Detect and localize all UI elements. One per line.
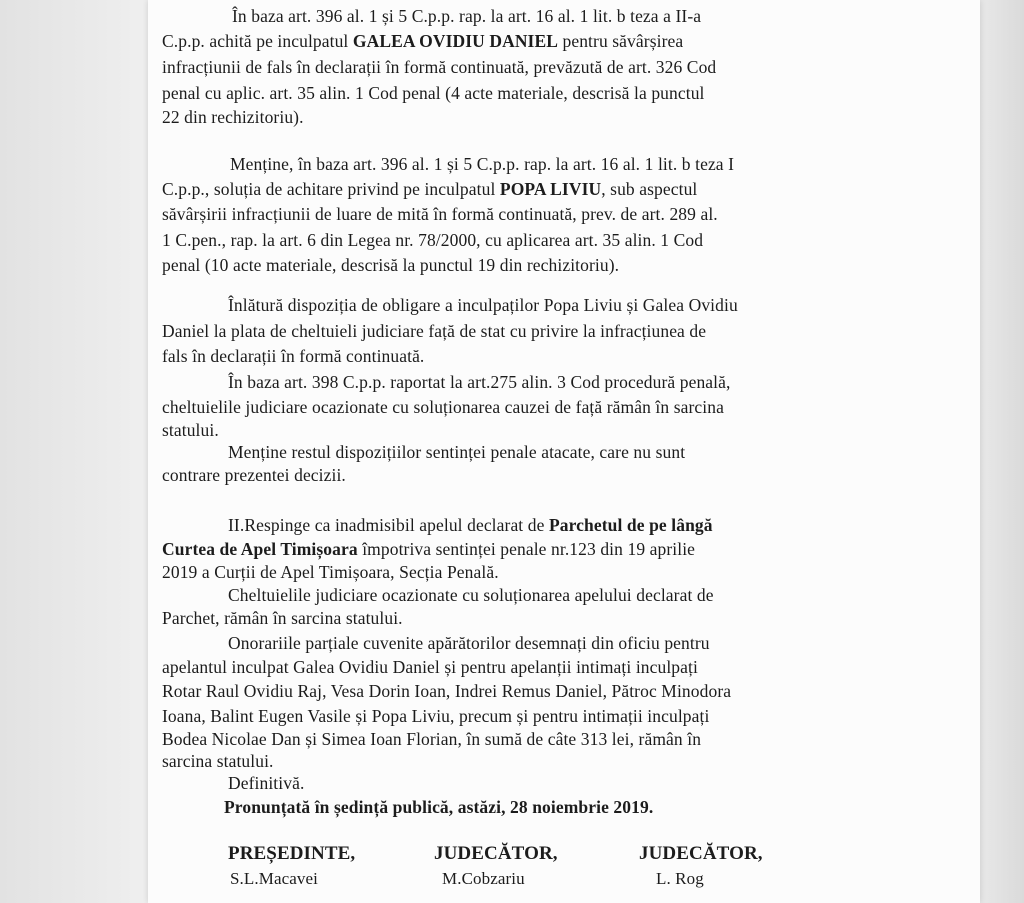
document-page [148,0,980,903]
text-line: contrare prezentei decizii. [162,465,346,485]
text-line: Rotar Raul Ovidiu Raj, Vesa Dorin Ioan, Indrei Remus Daniel, Pătroc Minodora [162,681,732,701]
prosecutor-office: Parchetul de pe lângă [548,515,713,535]
pronounced-statement: Pronunțată în ședință publică, astăzi, 28 noiembrie 2019. [224,797,654,817]
defendant-name: POPA LIVIU [499,179,602,199]
background-left [0,0,148,903]
signature-name-judge-2: L. Rog [656,869,704,888]
text-line: Menține, în baza art. 396 al. 1 și 5 C.p.p. rap. la art. 16 al. 1 lit. b teza I [230,154,735,174]
text-line: Ioana, Balint Eugen Vasile și Popa Liviu, precum și pentru intimații inculpați [162,706,710,726]
text-line: Onorariile parțiale cuvenite apărătorilor desemnați din oficiu pentru [228,633,710,653]
text-line: Cheltuielile judiciare ocazionate cu soluționarea apelului declarat de [228,585,714,605]
text-line: C.p.p., soluția de achitare privind pe inculpatul POPA LIVIU, sub aspectul [162,179,698,199]
text-line: cheltuielile judiciare ocazionate cu soluționarea cauzei de față rămân în sarcina [162,397,724,417]
background-right [980,0,1024,903]
text-line: C.p.p. achită pe inculpatul GALEA OVIDIU DANIEL pentru săvârșirea [162,31,684,51]
signature-title-president: PREȘEDINTE, [228,843,356,864]
defendant-name: GALEA OVIDIU DANIEL [352,31,559,51]
signature-name-president: S.L.Macavei [230,869,318,888]
text-line: apelantul inculpat Galea Ovidiu Daniel și pentru apelanții intimați inculpați [162,657,698,677]
text-line: 2019 a Curții de Apel Timișoara, Secția Penală. [162,562,499,582]
text-line: În baza art. 396 al. 1 și 5 C.p.p. rap. la art. 16 al. 1 lit. b teza a II-a [232,6,702,26]
final-mention: Definitivă. [228,773,305,793]
text-line: Bodea Nicolae Dan și Simea Ioan Florian, în sumă de câte 313 lei, rămân în [162,729,702,749]
text-line: 1 C.pen., rap. la art. 6 din Legea nr. 78/2000, cu aplicarea art. 35 alin. 1 Cod [162,230,704,250]
text-line: Înlătură dispoziția de obligare a inculpaților Popa Liviu și Galea Ovidiu [228,295,738,315]
text-line: Parchet, rămân în sarcina statului. [162,608,403,628]
text-line: Curtea de Apel Timișoara împotriva sentinței penale nr.123 din 19 aprilie [162,539,696,559]
signature-name-judge-1: M.Cobzariu [442,869,525,888]
text-line: penal cu aplic. art. 35 alin. 1 Cod penal (4 acte materiale, descrisă la punctul [162,83,705,103]
text-line: II.Respinge ca inadmisibil apelul declarat de Parchetul de pe lângă [228,515,713,535]
text-line: Daniel la plata de cheltuieli judiciare față de stat cu privire la infracțiunea de [162,321,707,341]
text-line: infracțiunii de fals în declarații în formă continuată, prevăzută de art. 326 Cod [162,57,717,77]
court-name: Curtea de Apel Timișoara [162,539,358,559]
text-line: penal (10 acte materiale, descrisă la punctul 19 din rechizitoriu). [162,255,620,275]
text-line: 22 din rechizitoriu). [162,107,304,127]
text-line: În baza art. 398 C.p.p. raportat la art.275 alin. 3 Cod procedură penală, [228,372,731,392]
text-line: fals în declarații în formă continuată. [162,346,425,366]
signature-title-judge-1: JUDECĂTOR, [434,843,558,864]
text-line: săvârșirii infracțiunii de luare de mită în formă continuată, prev. de art. 289 al. [162,204,718,224]
text-line: sarcina statului. [162,751,274,771]
signature-title-judge-2: JUDECĂTOR, [639,843,763,864]
text-line: statului. [162,420,219,440]
text-line: Menține restul dispozițiilor sentinței penale atacate, care nu sunt [228,442,686,462]
